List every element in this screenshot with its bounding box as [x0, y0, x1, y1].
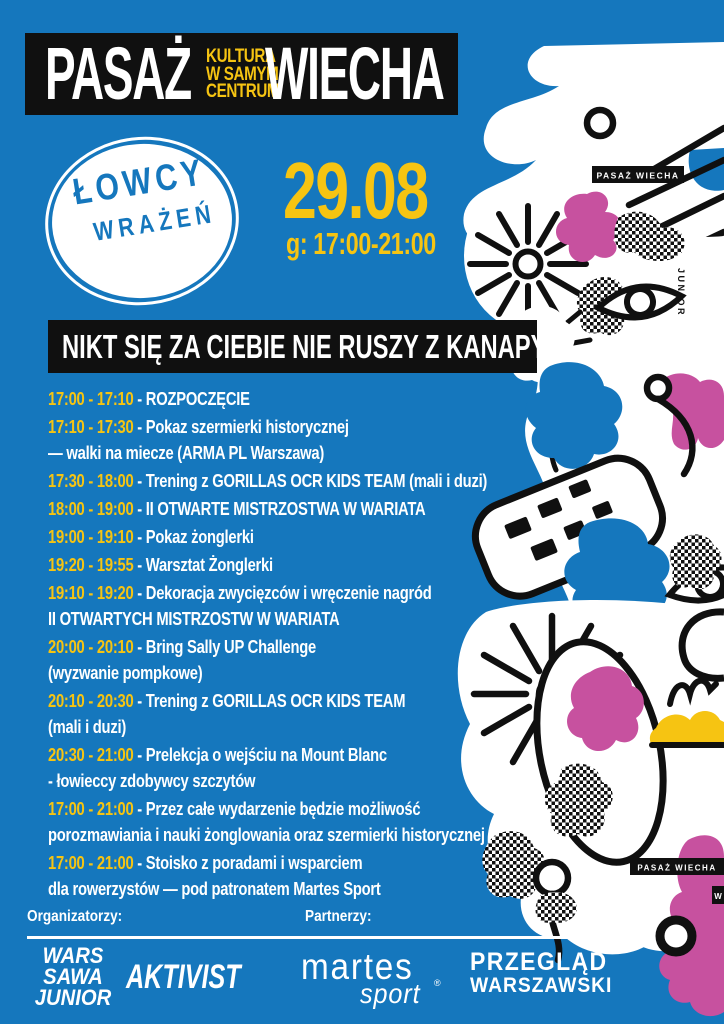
- schedule-description: Prelekcja o wejściu na Mount Blanc - łowieccy zdobywcy szczytów: [48, 745, 387, 791]
- schedule-separator: -: [133, 499, 146, 519]
- ring-doodle: [660, 920, 692, 952]
- event-date: 29.08: [283, 146, 428, 235]
- schedule-description: Pokaz szermierki historycznej — walki na miecze (ARMA PL Warszawa): [48, 417, 349, 463]
- schedule-time: 19:20 - 19:55: [48, 555, 134, 575]
- schedule-separator: -: [133, 389, 146, 409]
- svg-text:W: W: [714, 892, 722, 901]
- logo-martes: martes: [301, 946, 414, 987]
- organizers-label: Organizatorzy:: [27, 908, 123, 925]
- schedule-item: [48, 688, 573, 740]
- schedule-description: Warsztat Żonglerki: [145, 555, 273, 575]
- schedule-separator: -: [133, 527, 146, 547]
- footer-divider: [27, 936, 610, 939]
- title-wiecha: WIECHA: [265, 32, 444, 115]
- schedule-description: Pokaz żonglerki: [145, 527, 254, 547]
- event-hours: g: 17:00-21:00: [286, 226, 436, 261]
- schedule-time: 17:00 - 21:00: [48, 799, 134, 819]
- header-bar: [25, 33, 458, 115]
- schedule-time: 20:10 - 20:30: [48, 691, 134, 711]
- schedule-separator: -: [133, 853, 146, 873]
- title-pasaz: PASAŻ: [45, 32, 191, 115]
- schedule-item: [48, 468, 573, 494]
- schedule-time: 20:00 - 20:10: [48, 637, 134, 657]
- przeglad-line-1: PRZEGLĄD: [470, 948, 608, 976]
- lowcy-wrazen-badge: [46, 138, 238, 304]
- schedule-item: [48, 634, 573, 686]
- schedule-separator: -: [133, 555, 146, 575]
- svg-text:PASAŻ WIECHA: PASAŻ WIECHA: [637, 863, 717, 873]
- schedule-time: 19:10 - 19:20: [48, 583, 134, 603]
- badge-line-2: WRAŻEŃ: [91, 197, 218, 247]
- schedule-description: Przez całe wydarzenie będzie możliwość porozmawiania i nauki żonglowania oraz szermierki historycznej: [48, 799, 485, 845]
- schedule-separator: -: [133, 745, 146, 765]
- schedule-separator: -: [133, 583, 146, 603]
- junior-vertical-label: JUNIOR: [676, 268, 686, 318]
- schedule-item: [48, 850, 573, 902]
- logo-martes-sport: sport: [360, 978, 421, 1009]
- subtitle-line-2: W SAMYM: [206, 63, 279, 85]
- schedule-time: 17:30 - 18:00: [48, 471, 134, 491]
- wsj-line-3: JUNIOR: [34, 985, 112, 1010]
- headline-text: NIKT SIĘ ZA CIEBIE NIE RUSZY Z KANAPY: [62, 328, 547, 365]
- schedule-list: [48, 386, 688, 904]
- schedule-separator: -: [133, 417, 146, 437]
- schedule-description: ROZPOCZĘCIE: [145, 389, 250, 409]
- schedule-separator: -: [133, 799, 146, 819]
- schedule-description: Dekoracja zwycięzców i wręczenie nagród II OTWARTYCH MISTRZOSTW W WARIATA: [48, 583, 432, 629]
- schedule-separator: -: [133, 471, 146, 491]
- badge-line-1: ŁOWCY: [70, 151, 209, 213]
- schedule-time: 17:10 - 17:30: [48, 417, 134, 437]
- schedule-description: Trening z GORILLAS OCR KIDS TEAM (mali i duzi): [48, 691, 406, 737]
- schedule-item: [48, 552, 573, 578]
- node-circle: [587, 110, 613, 136]
- schedule-item: [48, 742, 573, 794]
- wsj-line-2: SAWA: [43, 964, 103, 989]
- schedule-description: II OTWARTE MISTRZOSTWA W WARIATA: [145, 499, 426, 519]
- pasaz-wiecha-tag-1: [592, 166, 684, 183]
- schedule-separator: -: [133, 637, 146, 657]
- logo-aktivist: AKTIVIST: [126, 958, 241, 996]
- logo-wars-sawa-junior: [30, 945, 116, 1008]
- martes-registered-mark: ®: [434, 978, 441, 988]
- logo-przeglad-warszawski: [470, 948, 625, 997]
- schedule-time: 18:00 - 19:00: [48, 499, 134, 519]
- schedule-item: [48, 524, 573, 550]
- pasaz-wiecha-tag-3: [712, 886, 724, 904]
- wsj-line-1: WARS: [42, 943, 104, 968]
- schedule-item: [48, 580, 573, 632]
- schedule-description: Stoisko z poradami i wsparciem dla rowerzystów — pod patronatem Martes Sport: [48, 853, 381, 899]
- subtitle-line-3: CENTRUM: [206, 81, 280, 102]
- schedule-separator: -: [133, 691, 146, 711]
- schedule-item: [48, 414, 573, 466]
- schedule-description: Bring Sally UP Challenge (wyzwanie pompkowe): [48, 637, 316, 683]
- burst1-hub: [516, 252, 541, 277]
- schedule-item: [48, 496, 573, 522]
- schedule-item: [48, 796, 573, 848]
- schedule-time: 20:30 - 21:00: [48, 745, 134, 765]
- svg-text:PASAŻ WIECHA: PASAŻ WIECHA: [596, 170, 680, 181]
- partners-label: Partnerzy:: [305, 908, 372, 925]
- subtitle-line-1: KULTURA: [206, 46, 276, 67]
- schedule-time: 17:00 - 17:10: [48, 389, 134, 409]
- schedule-item: [48, 386, 573, 412]
- schedule-time: 19:00 - 19:10: [48, 527, 134, 547]
- headline-banner: [48, 320, 547, 373]
- schedule-description: Trening z GORILLAS OCR KIDS TEAM (mali i duzi): [145, 471, 488, 491]
- przeglad-line-2: WARSZAWSKI: [470, 974, 613, 997]
- schedule-time: 17:00 - 21:00: [48, 853, 134, 873]
